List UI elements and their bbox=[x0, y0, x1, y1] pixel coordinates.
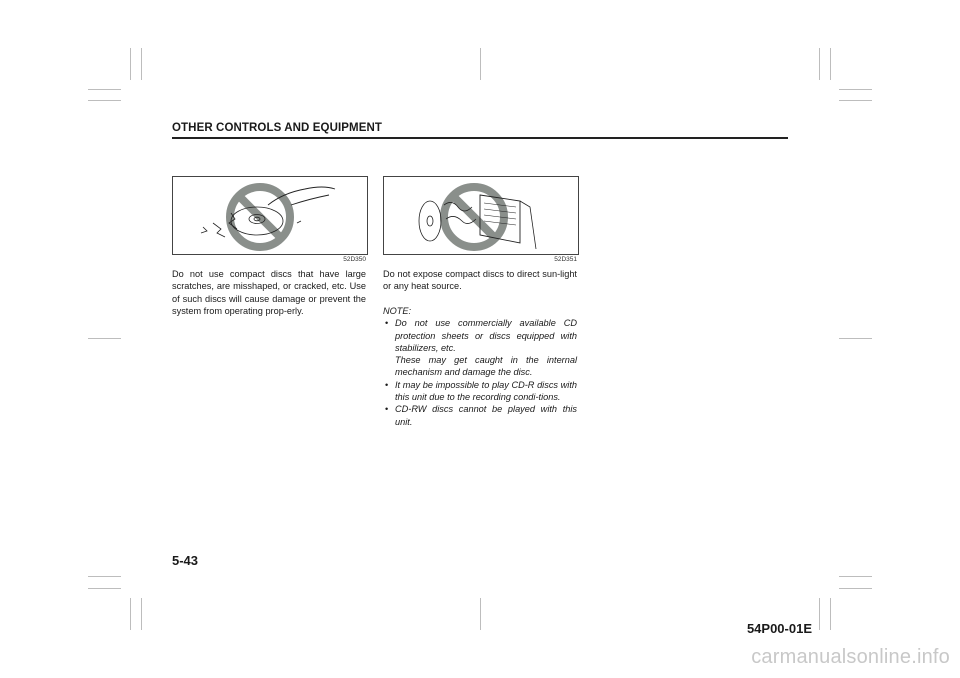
crop-mark bbox=[88, 588, 121, 589]
figure-code: 52D351 bbox=[554, 256, 577, 263]
crop-mark bbox=[480, 48, 481, 80]
note-text: These may get caught in the internal mechanism and damage the disc. bbox=[395, 355, 577, 378]
crop-mark bbox=[130, 598, 131, 630]
list-item bbox=[383, 317, 577, 378]
note-label: NOTE: bbox=[383, 306, 412, 316]
crop-mark bbox=[839, 338, 872, 339]
crop-mark bbox=[88, 576, 121, 577]
header-rule bbox=[172, 137, 788, 139]
no-heat-sun-disc-illustration-icon bbox=[384, 177, 578, 254]
crop-mark bbox=[830, 598, 831, 630]
note-list bbox=[383, 317, 577, 428]
crop-mark bbox=[88, 100, 121, 101]
page-number: 5-43 bbox=[172, 553, 199, 568]
heat-warning-paragraph: Do not expose compact discs to direct sun-light or any heat source. bbox=[383, 269, 577, 292]
note-text: • Do not use commercially available CD protection sheets or discs equipped with stabilizers, etc. bbox=[395, 318, 577, 353]
document-code: 54P00-01E bbox=[746, 621, 812, 636]
crop-mark bbox=[480, 598, 481, 630]
crop-mark bbox=[141, 598, 142, 630]
crop-mark bbox=[839, 588, 872, 589]
figure-damaged-disc bbox=[172, 176, 368, 255]
crop-mark bbox=[88, 338, 121, 339]
figure-code: 52D350 bbox=[343, 256, 366, 263]
crop-mark bbox=[141, 48, 142, 80]
watermark: carmanualsonline.info bbox=[751, 646, 950, 668]
crop-mark bbox=[839, 576, 872, 577]
figure-heat-disc bbox=[383, 176, 579, 255]
crop-mark bbox=[819, 48, 820, 80]
note-block bbox=[383, 305, 577, 428]
warning-paragraph: Do not use compact discs that have large scratches, are misshaped, or cracked, etc. Use of such discs will cause damage or prevent the system from operating prop-erly. bbox=[172, 269, 366, 316]
crop-mark bbox=[830, 48, 831, 80]
crop-mark bbox=[88, 89, 121, 90]
no-damaged-disc-illustration-icon bbox=[173, 177, 367, 254]
crop-mark bbox=[839, 89, 872, 90]
note-text: • CD-RW discs cannot be played with this unit. bbox=[395, 404, 577, 427]
list-item bbox=[383, 379, 577, 404]
crop-mark bbox=[130, 48, 131, 80]
crop-mark bbox=[819, 598, 820, 630]
section-title: OTHER CONTROLS AND EQUIPMENT bbox=[172, 122, 383, 134]
crop-mark bbox=[839, 100, 872, 101]
note-text: • It may be impossible to play CD-R discs with this unit due to the recording condi-tions. bbox=[395, 379, 577, 403]
list-item bbox=[383, 403, 577, 428]
